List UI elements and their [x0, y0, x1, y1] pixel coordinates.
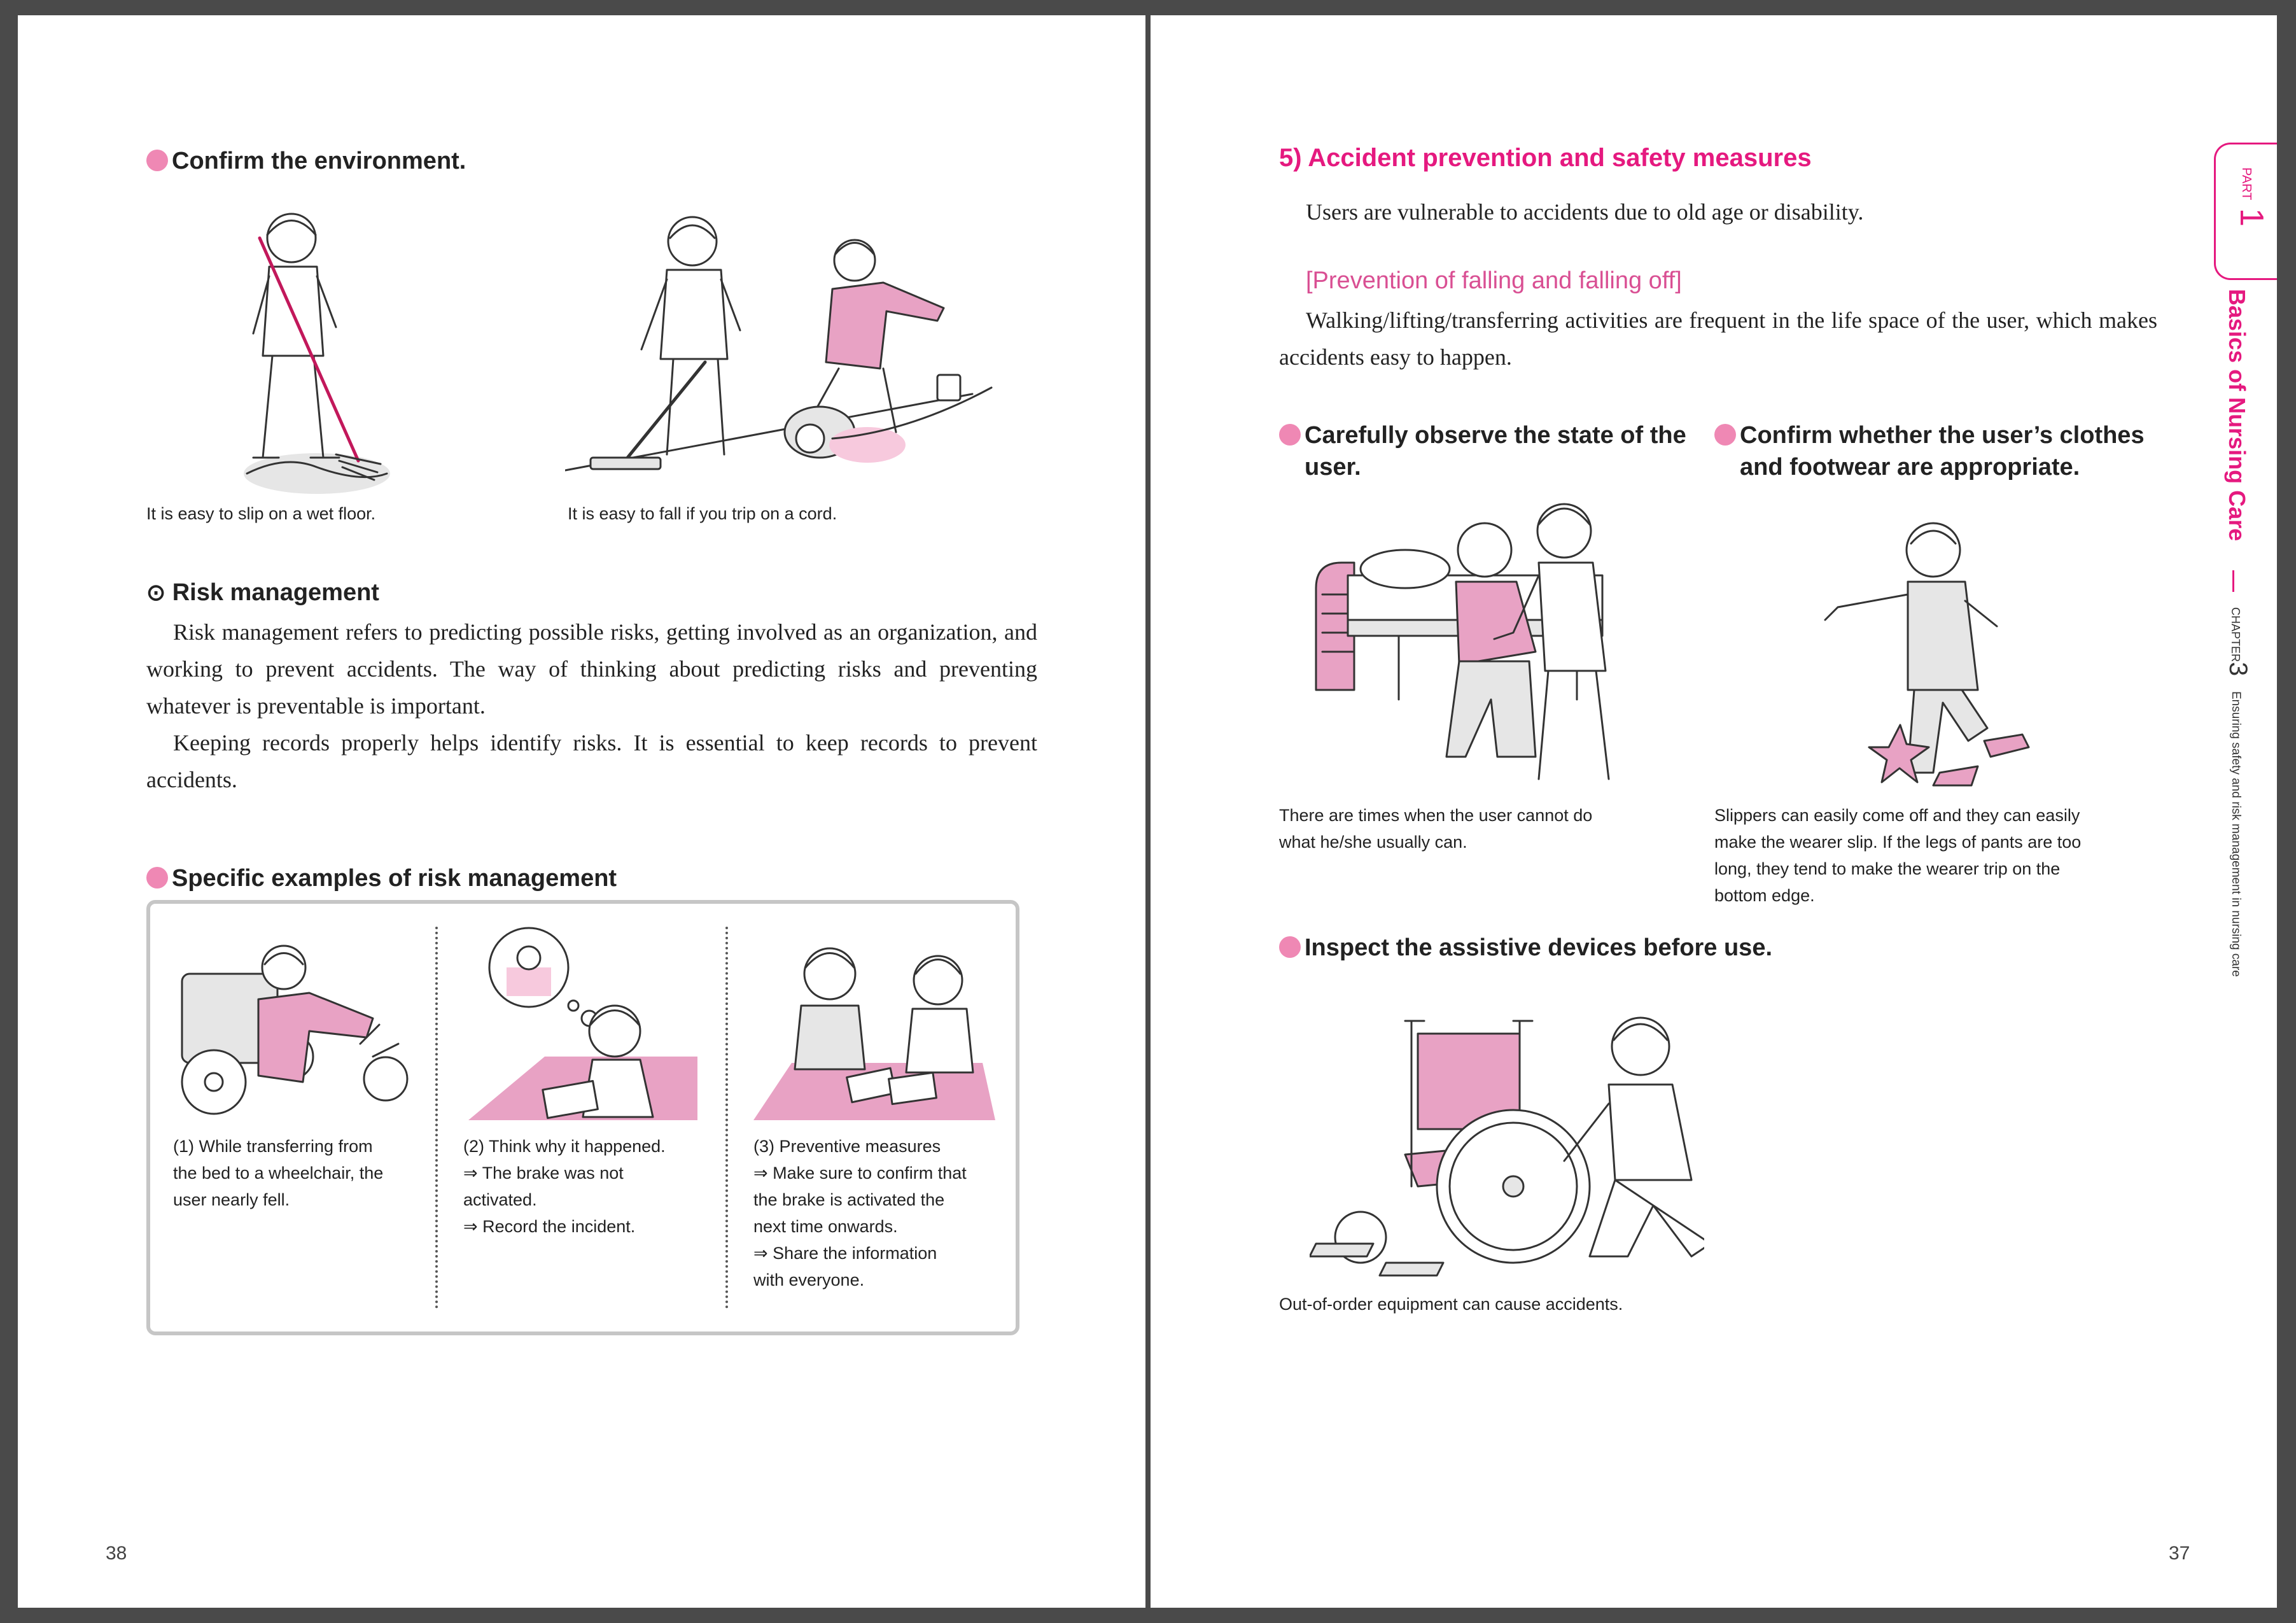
- left-page: [18, 15, 1145, 1608]
- column-divider: [435, 927, 438, 1309]
- transfer-fall-illustration: [169, 929, 411, 1120]
- cord-trip-caption: It is easy to fall if you trip on a cord.: [568, 504, 837, 523]
- part-number: 1: [2233, 208, 2270, 227]
- chapter-title: Ensuring safety and risk management in nursing care: [2229, 691, 2243, 977]
- pink-bullet-dot-icon: [1279, 424, 1301, 446]
- examples-heading: Specific examples of risk management: [146, 865, 617, 892]
- chapter-number: 3: [2224, 662, 2252, 677]
- part-tab: [2214, 143, 2277, 280]
- right-page: [1151, 15, 2277, 1608]
- section-title: 5) Accident prevention and safety measures: [1279, 144, 1812, 172]
- book-title: Basics of Nursing Care: [2224, 289, 2250, 542]
- wet-floor-illustration: [228, 200, 393, 499]
- risk-paragraph-2: Keeping records properly helps identify risks. It is essential to keep records to prevent accidents.: [146, 730, 1037, 792]
- circled-dot-icon: ⊙: [146, 579, 166, 605]
- share-information-illustration: [753, 929, 1002, 1120]
- clothes-caption: Slippers can easily come off and they can easily make the wearer slip. If the legs of pants are too long, they tend to make the wearer trip on the bottom edge.: [1714, 806, 2082, 905]
- example-2-text: (2) Think why it happened. ⇒ The brake was not activated. ⇒ Record the incident.: [463, 1137, 666, 1236]
- example-3-text: (3) Preventive measures ⇒ Make sure to confirm that the brake is activated the next time onwards. ⇒ Share the information with everyone.: [753, 1137, 967, 1289]
- observe-heading: Carefully observe the state of the user.: [1279, 419, 1686, 483]
- environment-heading: Confirm the environment.: [146, 148, 466, 175]
- pink-bullet-dot-icon: [1279, 936, 1301, 958]
- slipper-trip-illustration: [1819, 505, 2061, 798]
- clothes-heading: Confirm whether the user’s clothes and footwear are appropriate.: [1714, 419, 2145, 483]
- pink-bullet-dot-icon: [146, 867, 168, 889]
- chapter-label: CHAPTER: [2229, 607, 2242, 663]
- prevention-text: Walking/lifting/transferring activities are frequent in the life space of the user, which makes accidents easy to happen.: [1279, 307, 2157, 370]
- part-label: PART: [2239, 167, 2253, 200]
- prevention-subheading: [Prevention of falling and falling off]: [1306, 267, 1682, 294]
- wet-floor-caption: It is easy to slip on a wet floor.: [146, 504, 376, 523]
- title-divider: [2232, 570, 2234, 592]
- bed-transfer-illustration: [1310, 499, 1666, 798]
- observe-caption: There are times when the user cannot do what he/she usually can.: [1279, 806, 1593, 852]
- devices-caption: Out-of-order equipment can cause accidents.: [1279, 1295, 1623, 1314]
- think-record-illustration: [468, 923, 710, 1120]
- page-number: 38: [106, 1543, 127, 1564]
- risk-paragraph-1: Risk management refers to predicting possible risks, getting involved as an organization, and working to prevent accidents. The way of thinking about predicting risks and preventing whatever is preventable is important.: [146, 619, 1037, 719]
- column-divider: [725, 927, 728, 1309]
- pink-bullet-dot-icon: [1714, 424, 1736, 446]
- devices-heading: Inspect the assistive devices before use.: [1279, 934, 1772, 962]
- wheelchair-inspection-illustration: [1310, 995, 1704, 1282]
- pink-bullet-dot-icon: [146, 150, 168, 171]
- examples-box: [146, 900, 1019, 1335]
- page-number: 37: [2169, 1543, 2190, 1564]
- example-1-text: (1) While transferring from the bed to a wheelchair, the user nearly fell.: [173, 1137, 384, 1209]
- intro-text: Users are vulnerable to accidents due to old age or disability.: [1306, 199, 1864, 225]
- risk-management-heading: ⊙ Risk management: [146, 579, 379, 606]
- cord-trip-illustration: [565, 197, 998, 496]
